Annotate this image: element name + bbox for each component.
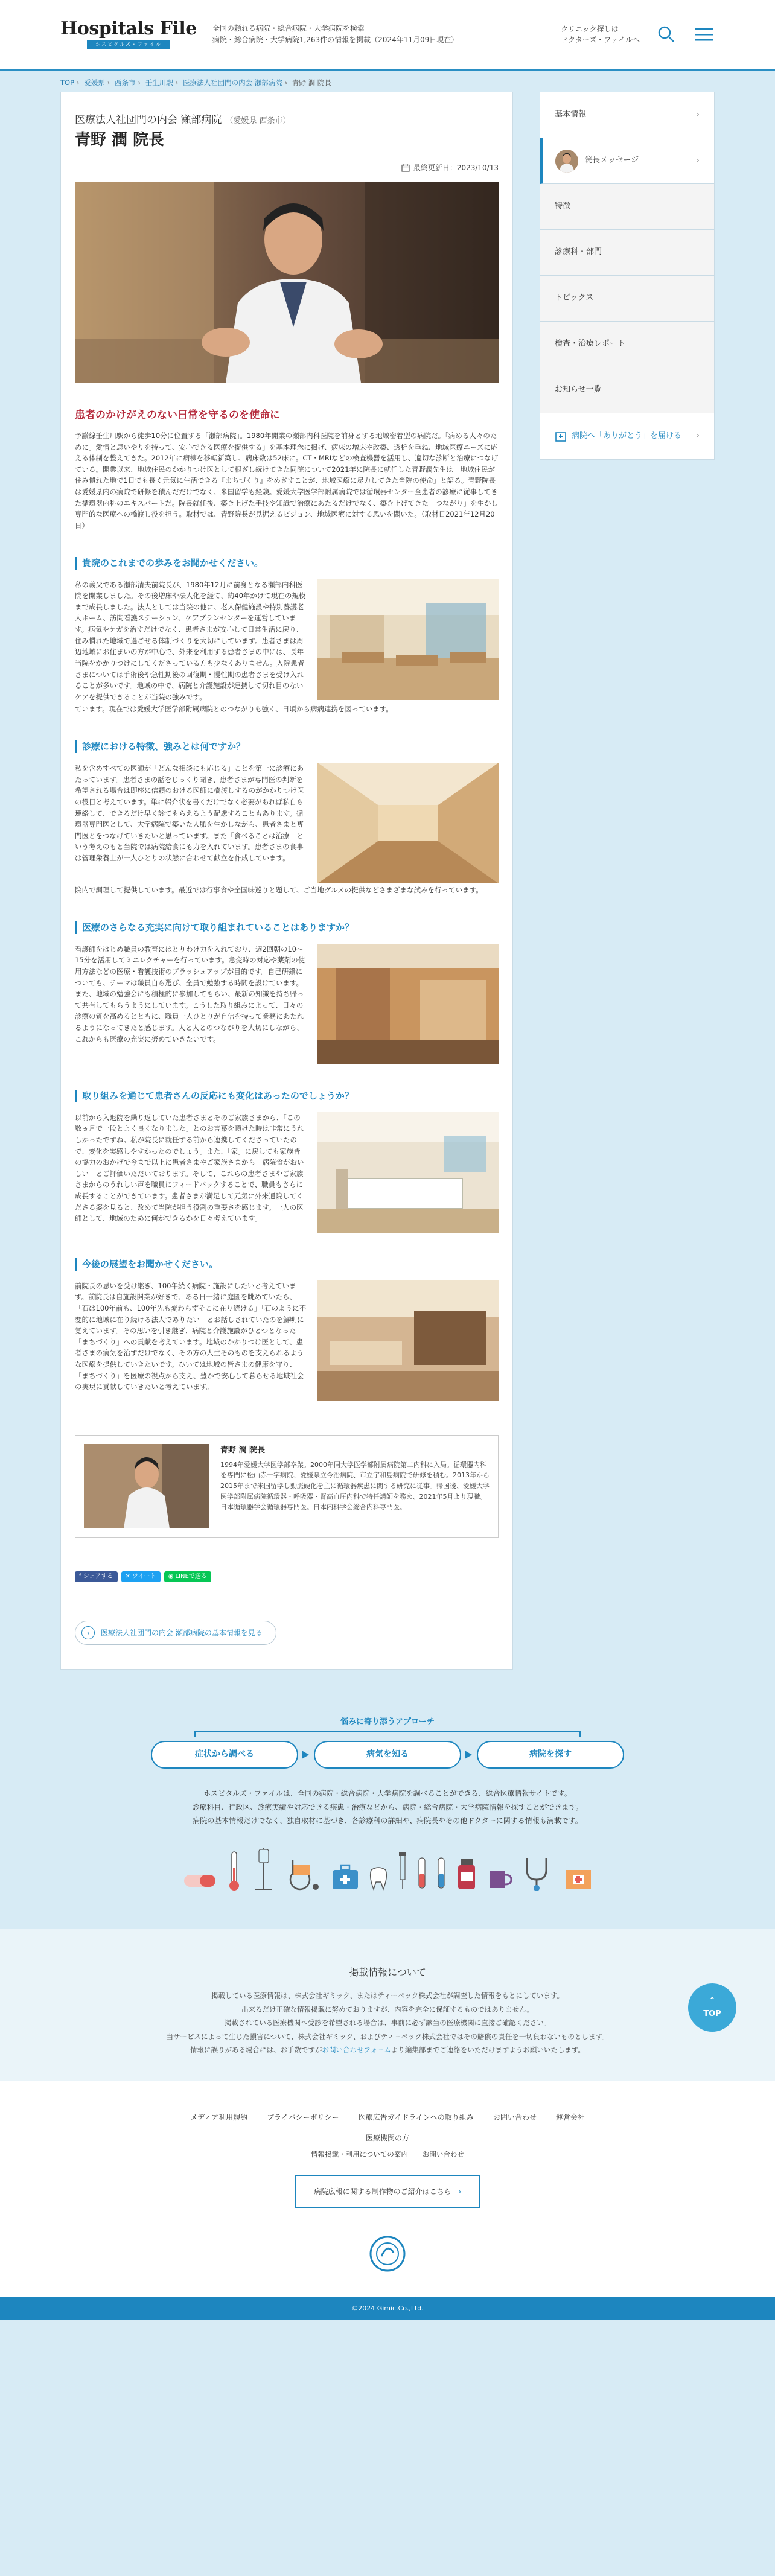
sidebar-item-label: 検査・治療レポート [555,339,626,349]
sidebar-item-departments[interactable] [540,230,714,276]
sidebar-item-features[interactable] [540,184,714,230]
org-location: （愛媛県 西条市） [225,116,291,126]
disclaimer-line-part: 情報に誤りがある場合には、お手数ですが [190,2046,322,2055]
hamburger-menu-icon[interactable] [693,24,715,45]
medicine-box-icon [563,1865,593,1892]
facebook-icon: f [79,1573,83,1580]
page-layout [60,92,715,1670]
org-name: 医療法人社団門の内会 瀬部病院 [75,114,222,126]
corridor-photo [317,763,499,883]
site-footer [0,2081,775,2298]
test-tube-icon [416,1856,428,1892]
hero-photo [75,182,499,383]
lead-paragraph: 予讃線壬生川駅から徒歩10分に位置する「瀬部病院」。1980年開業の瀬部内科医院を前身とする地域密着型の病院だ。「病める人々のために」愛情と思いやりを持って、安心できる医療を提供する」を基本理念に掲げ、病床の増床や改築、透析を重ね、地域医療ニーズに応える体制を整えてきた。2012年に病棟を移転新築し、病床数は52床に。CT・MRIなどの検査機器を活用し、適切な診断と治療につなげている。開業以来、地域住民のかかりつけ医として根ざし続けてきた同院について2021年に院長に就任した青野潤先生は「地域住民が住み慣れた地で1日でも長く元気に生活できる『まちづくり』をめざすことが、地域医療に尽力してきた当院の使命」と語る。青野院長は愛媛県内の病院で研修を積んだだけでなく、米国留学も経験。愛媛大学医学部附属病院では循環器センター全患者の診療に従事してきた循環器内科のエキスパートだ。院長就任後、築き上げた手技や知識で治療にあたるだけでなく、築き上げてきた「つながり」を生かし専門的な医療への橋渡し役を担う。取材では、青野院長が見据えるビジョン、地域医療に対する思いを聞いた。（取材日2021年12月20日） [75,431,499,530]
footer-link-privacy[interactable]: プライバシーポリシー [267,2113,339,2122]
sidebar-item-label: 診療科・部門 [555,247,602,257]
header-actions [561,24,715,45]
doctors-file-line2: ドクターズ・ファイルへ [561,36,640,44]
about-text: 病院の基本情報だけでなく、独自取材に基づき、各診療科の詳細や、病院長やその他ドクターに関する情報も満載です。 [193,1816,582,1825]
answer-text: 看護師をはじめ職員の教育にはとりわけ力を入れており、週2回朝の10〜15分を活用してミニレクチャーを行っています。急変時の対応や薬剤の使用方法などの医療・看護技術のブラッシュアップが目的です。自己研鑽についても、テーマは職員自ら選び、全員で勉強する時間を設けています。また、地域の勉強会にも積極的に参加してもらい、最新の知識を持ち帰って共有してもらうようにしています。こうした取り組みによって、日々の診療の質を高めるとともに、職員一人ひとりが自信を持って業務にあたれるようになってきたと感じます。人と人とのつながりを大切にしながら、これからも医療の充実に努めていきたいです。 [75,944,305,1043]
sidebar [540,92,715,460]
sidebar-menu [540,92,715,460]
answer-text: 私の義父である瀬部清夫前院長が、1980年12月に前身となる瀬部内科医院を開業しました。その後増床や法人化を経て、約40年かけて現在の規模まで成長しました。法人としては当院の他に、老人保健施設や特別養護老人ホーム、訪問看護ステーション、ケアプランセンターを運営しています。病気やケガを治すだけでなく、患者さまが安心して日常生活に戻り、住み慣れた地域で過ごせる体制づくりを大切にしています。患者さまは周辺地域にお住まいの方が中心で、外来を利用する患者さまの中には、長年当院をかかりつけにしてくださっている方も少なくありません。入院患者さまについては手術後や急性期後の回復期・慢性期の患者さまを受け入れることが多いです。地域の中で、病院と介護施設が連携して切れ目のないケアを提供できることが当院の強みです。 [75,580,306,701]
hospital-icon [555,430,567,442]
about-text: 診療科目、行政区、診療実績や対応できる疾患・治療などから、病院・総合病院・大学病院情報を探すことができます。 [192,1802,583,1811]
disclaimer-title: 掲載情報について [349,1967,426,1979]
qa-block [75,579,499,703]
medical-illustrations [0,1845,775,1892]
learn-disease-button[interactable]: 病気を知る [314,1741,461,1769]
answer-text-cont: ています。現在では愛媛大学医学部附属病院とのつながりも強く、日頃から病病連携を図っています。 [75,705,393,714]
footer-link-company[interactable]: 運営会社 [555,2113,585,2122]
twitter-icon: ✕ [125,1573,133,1580]
line-icon: ◉ [168,1573,176,1580]
footer-medical-links [0,2149,775,2161]
update-date [75,162,499,176]
doctors-file-line1: クリニック探しは [561,25,619,33]
avatar [555,150,578,173]
line-share-button[interactable] [164,1571,211,1582]
lobby-photo [317,1280,499,1401]
qa-block [75,944,499,1064]
footer-link-listing-info[interactable]: 情報掲載・利用についての案内 [311,2150,408,2159]
question-heading: 取り組みを通じて患者さんの反応にも変化はあったのでしょうか？ [75,1090,499,1102]
disclaimer-line: 掲載されている医療機関へ受診を希望される場合は、事前に必ず該当の医療機関に直接ご確認ください。 [224,2018,551,2027]
disclaimer-line [0,2043,775,2056]
medical-bag-icon [330,1862,360,1892]
back-button-label: 医療法人社団門の内会 瀬部病院の基本情報を見る [101,1628,263,1637]
waiting-room-photo [317,579,499,700]
breadcrumb: TOP › 愛媛県 › 西条市 › 壬生川駅 › 医療法人社団門の内会 瀬部病院 › 青野 潤 院長 [60,78,331,87]
sidebar-item-topics[interactable] [540,276,714,322]
footer-link-medical-contact[interactable]: お問い合わせ [422,2150,464,2159]
copyright: ©2024 Gimic.Co.,Ltd. [0,2297,775,2320]
lead-heading: 患者のかけがえのない日常を守るのを使命に [75,409,280,422]
question-heading: 今後の展望をお聞かせください。 [75,1258,499,1271]
qa-block [75,1112,499,1233]
back-to-top-label: TOP [703,2009,721,2019]
contact-form-link[interactable]: お問い合わせフォーム [322,2046,391,2055]
breadcrumb-item[interactable]: TOP [60,78,75,87]
breadcrumb-item[interactable]: 愛媛県 [84,78,105,87]
patient-room-photo [317,1112,499,1233]
sidebar-item-label: トピックス [555,293,594,303]
wheelchair-icon [284,1856,323,1892]
back-to-top-button[interactable] [688,1983,736,2032]
approach-buttons [0,1741,775,1769]
send-thanks-button[interactable] [540,413,714,459]
site-logo[interactable] [60,17,197,49]
header-desc-line1: 全国の頼れる病院・総合病院・大学病院を検索 [212,24,365,33]
question-heading: 医療のさらなる充実に向けて取り組まれていることはありますか？ [75,921,499,934]
disclaimer-text [0,1989,775,2056]
test-tube-icon [435,1856,447,1892]
cup-icon [486,1865,512,1892]
answer-text: 前院長の思いを受け継ぎ、100年続く病院・施設にしたいと考えています。前院長は自施設開業が好きで、ある日一緒に庭園を眺めていたら、「石は100年前も、100年先も変わらずそこに在り続ける」「石のように不変的に地域に在り続ける法人でありたい」とお話しされていたのを鮮明に覚えています。その思いを引き継ぎ、病院と介護施設がひとつとなった「まちづくり」への貢献を考えています。地域のかかりつけ医として、患者さまの病気を治すだけでなく、その方の人生そのものを支えられるような医療を提供していきたいです。ひいては地域の皆さまの健康を守り、「まちづくり」を医療の視点から支え、豊かで安心して暮らせる地域社会の実現に貢献していきたいと考えています。 [75,1281,307,1391]
doctors-file-link[interactable] [561,24,640,45]
question-heading: 診療における特徴、強みとは何ですか？ [75,740,499,753]
hospital-name [75,112,499,129]
calendar-icon [401,164,410,172]
pill-icon [182,1868,218,1892]
page-title: 青野 潤 院長 [75,130,165,149]
line-share-label: LINEで送る [175,1573,207,1580]
disclaimer-line: 当サービスによって生じた損害について、株式会社ギミック、およびティーペック株式会社ではその賠償の責任を一切負わないものとします。 [166,2032,609,2041]
sidebar-item-content [555,150,639,173]
arrow-right-icon: › [458,2187,462,2196]
chevron-up-icon: ⌃ [709,1996,716,2006]
sidebar-item-label: 特徴 [555,202,571,211]
doctor-profile [75,1435,499,1538]
sidebar-item-reports[interactable] [540,322,714,367]
footer-link-terms[interactable]: メディア利用規約 [190,2113,248,2122]
footer-link-ad-guideline[interactable]: 医療広告ガイドラインへの取り組み [358,2113,474,2122]
qa-block [75,1280,499,1401]
sidebar-item-label: お知らせ一覧 [555,385,602,395]
medicine-bottle-icon [454,1856,479,1892]
disclaimer-line-part: より編集部までご連絡をいただけますようお願いいたします。 [391,2046,585,2055]
footer-medical-title: 医療機関の方 [365,2133,409,2142]
pr-production-button[interactable] [295,2175,480,2208]
sidebar-item-basic-info[interactable] [540,92,714,138]
facebook-share-label: シェアする [83,1573,113,1580]
syringe-icon [397,1849,409,1892]
answer-text-cont: 院内で調理して提供しています。最近では行事食や全国味巡りと題して、ご当地グルメの提供などさまざまな試みを行っています。 [75,886,483,895]
about-section [0,1787,775,1828]
sidebar-item-label: 基本情報 [555,110,587,119]
update-date-text: 最終更新日：2023/10/13 [413,163,499,172]
chevron-left-icon: ‹ [81,1626,95,1639]
profile-info [220,1444,490,1528]
answer-text: 以前から入退院を繰り返していた患者さまとそのご家族さまから、「この数ヵ月で一段とよく良くなりました」とのお言葉を頂けた時は非常にうれしかったですね。私が院長に就任する前から連携してくださっていたので、変化を実感しやすかったのでしょう。また、「家」に戻しても家族皆の協力のおかげで今まで以上に患者さまやご家族さまから「病院食がおいしい」とご評価いただいております。そして、これらの患者さまやご家族さまからのうれしい声を職員にフィードバックすることで、職員もさらに成長することができています。患者さまが満足して元気に外来通院してくださる姿を見ると、改めて当院が担う役割の重要さを感じます。一人の医師として、地域のために何ができるかを日々考えています。 [75,1113,304,1223]
facebook-share-button[interactable] [75,1571,118,1582]
search-by-symptom-button[interactable]: 症状から調べる [151,1741,298,1769]
disclaimer-section [0,1929,775,2081]
answer-text: 私を含めすべての医師が「どんな相談にも応じる」ことを第一に診療にあたっています。患者さまの話をじっくり聞き、患者さまが専門医の判断を希望される場合は即座に信頼のおける医師に橋渡しするのがかかりつけ医の役目と考えています。単に紹介状を書くだけでなく必要があれば私自ら連絡して、できるだけ早く診てもらえるよう配慮することもあります。循環器専門医として、大学病院で築いた人脈を生かしながら、患者さまと専門医とをつなげていきたいと思っています。また「食べることは治療」という考えのもと当院では病院給食にも力を入れています。患者さまの食事は管理栄養士が一人ひとりの状態に合わせて献立を作成しています。 [75,764,304,863]
header-description [212,23,458,46]
find-hospital-button[interactable]: 病院を探す [477,1741,624,1769]
sidebar-item-news[interactable] [540,367,714,413]
company-logo[interactable] [368,2234,407,2273]
sidebar-item-label: 院長メッセージ [584,156,639,165]
question-heading: 貴院のこれまでの歩みをお聞かせください。 [75,557,499,570]
breadcrumb-item[interactable]: 西条市 [115,78,136,87]
header-desc-line2: 病院・総合病院・大学病院1,263件の情報を掲載（2024年11月09日現在） [212,36,459,44]
twitter-share-button[interactable] [121,1571,161,1582]
profile-bio: 1994年愛媛大学医学部卒業。2000年同大学医学部附属病院第二内科に入局。循環器内科を専門に松山赤十字病院、愛媛県立今治病院、市立宇和島病院で研修を積む。2013年から2015年まで米国留学し動脈硬化を主に循環器疾患に関する研究に従事。帰国後、愛媛大学医学部附属病院循環器・呼吸器・腎高血圧内科で特任講師を務め、2021年5月より現職。日本循環器学会循環器専門医。日本内科学会総合内科専門医。 [220,1460,490,1512]
chevron-right-icon: › [696,109,700,119]
logo-subtext: ホスピタルズ・ファイル [87,40,170,49]
share-buttons [75,1571,499,1582]
about-text: ホスピタルズ・ファイルは、全国の病院・総合病院・大学病院を調べることができる、総合医療情報サイトです。 [203,1789,572,1798]
doctor-photo [84,1444,209,1528]
hallway-photo [317,944,499,1064]
breadcrumb-current: 青野 潤 院長 [292,78,331,87]
approach-bracket [194,1731,581,1737]
send-thanks-content [555,430,681,443]
sidebar-item-director-message[interactable] [540,138,714,184]
footer-links [0,2111,775,2123]
article [60,92,513,1670]
logo-text: Hospitals File [60,17,197,39]
approach-section [0,1716,775,1769]
search-icon[interactable] [655,24,677,45]
breadcrumb-item[interactable]: 医療法人社団門の内会 瀬部病院 [183,78,282,87]
back-to-basic-info-button[interactable] [75,1621,276,1645]
stethoscope-icon [520,1856,556,1892]
pr-production-label: 病院広報に関する制作物のご紹介はこちら [313,2187,451,2196]
profile-name: 青野 潤 院長 [220,1445,266,1455]
chevron-right-icon: › [696,155,700,165]
qa-block [75,763,499,883]
twitter-share-label: ツイート [132,1573,156,1580]
disclaimer-line: 出来るだけ正確な情報掲載に努めておりますが、内容を完全に保証するものではありません。 [241,2005,534,2014]
send-thanks-label: 病院へ「ありがとう」を届ける [572,431,682,440]
breadcrumb-item[interactable]: 壬生川駅 [145,78,173,87]
site-header [0,0,775,71]
footer-link-contact[interactable]: お問い合わせ [493,2113,537,2122]
iv-stand-icon [250,1845,277,1892]
disclaimer-line: 掲載している医療情報は、株式会社ギミック、またはティーペック株式会社が調査した情報をもとにしています。 [211,1991,564,2000]
thermometer-icon [225,1849,243,1892]
chevron-right-icon: › [696,431,700,441]
tooth-icon [368,1865,389,1892]
approach-title: 悩みに寄り添うアプローチ [340,1717,435,1726]
